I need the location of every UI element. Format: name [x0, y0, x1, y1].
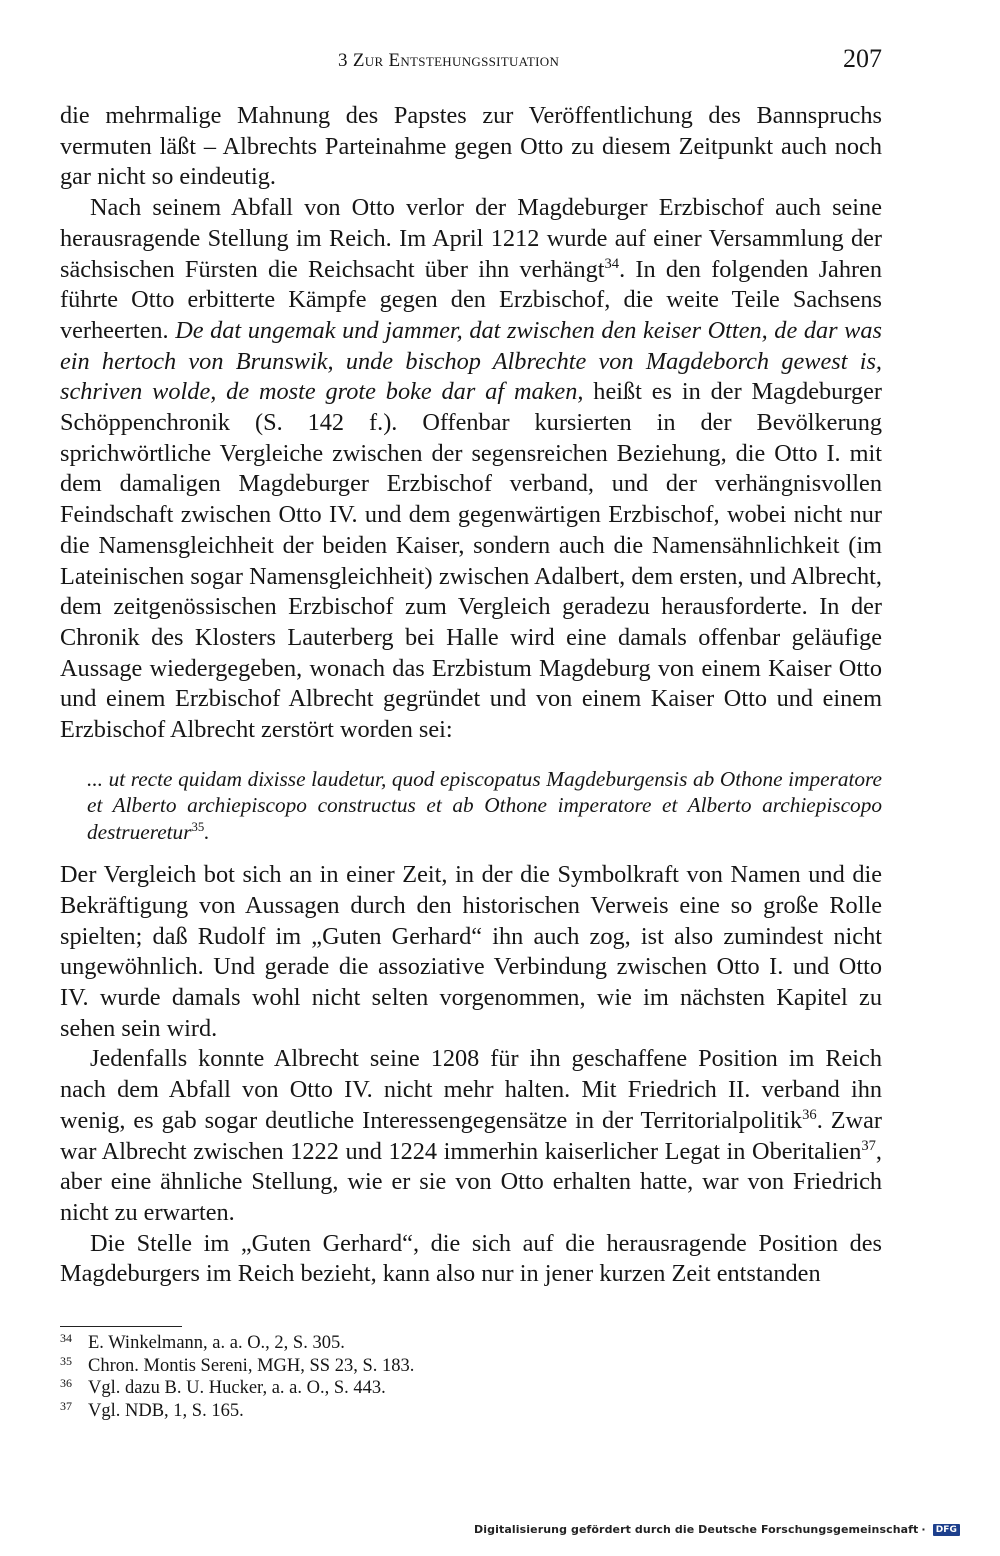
paragraph — [60, 860, 882, 1044]
dfg-logo-icon: DFG — [933, 1524, 960, 1536]
footnote-text: E. Winkelmann, a. a. O., 2, S. 305. — [88, 1333, 345, 1353]
paragraph — [60, 101, 882, 193]
footnote-ref: 35 — [191, 819, 205, 834]
footnote-text: Vgl. dazu B. U. Hucker, a. a. O., S. 443. — [88, 1378, 386, 1399]
paragraph — [60, 193, 882, 746]
running-header — [60, 44, 882, 80]
paragraphs-after-quote — [60, 860, 882, 1290]
footnote-ref: 34 — [604, 255, 620, 272]
text-run: heißt es in der Magdeburger Schöppenchronik (S. 142 f.). Offenbar kursierten in der Bevölkerung sprichwörtliche Vergleiche zwischen der segensreichen Beziehung, die Otto I. mit dem damaligen Magdeburger Erzbischof verband, und der verhängnisvollen Feindschaft zwischen Otto IV. und dem gegenwärtigen Erzbischof, wobei nicht nur die Namensgleichheit der beiden Kaiser, sondern auch die Namensähnlichkeit (im Lateinischen sogar Namensgleichheit) zwischen Adalbert, dem ersten, und Albrecht, dem zeitgenössischen Erzbischof zum Vergleich geradezu herausforderte. In der Chronik des Klosters Lauterberg bei Halle wird eine damals offenbar geläufige Aussage wiedergegeben, wonach das Erzbistum Magdeburg von einem Kaiser Otto und einem Erzbischof Albrecht gegründet und von einem Kaiser Otto und einem Erzbischof Albrecht zerstört worden sei: — [60, 378, 882, 744]
main-text — [60, 101, 882, 1290]
text-run: . In den folgenden Jahren führte Otto erbitterte Kämpfe gegen den Erzbischof, die weite Teile Sachsens verheerten. — [60, 255, 882, 344]
quote-end: . — [204, 819, 210, 844]
footnote — [60, 1332, 820, 1355]
chapter-title: 3 Zur Entstehungssituation — [338, 50, 560, 71]
footnote-number: 36 — [60, 1376, 72, 1391]
block-quote — [87, 766, 882, 846]
footnote-text: Chron. Montis Sereni, MGH, SS 23, S. 183. — [88, 1355, 415, 1376]
text-run: die mehrmalige Mahnung des Papstes zur Veröffentlichung des Bannspruchs vermuten läßt – Albrechts Parteinahme gegen Otto zu diesem Zeitpunkt auch noch gar nicht so eindeutig. — [60, 102, 882, 191]
footnote-number: 34 — [60, 1331, 72, 1345]
digitization-credit: Digitalisierung gefördert durch die Deutsche Forschungsgemeinschaft · DFG — [474, 1523, 960, 1536]
credit-text: Digitalisierung gefördert durch die Deutsche Forschungsgemeinschaft — [474, 1523, 919, 1536]
paragraph — [60, 1044, 882, 1228]
footnote — [60, 1377, 820, 1400]
footnote — [60, 1400, 820, 1423]
text-run: Nach seinem Abfall von Otto verlor der Magdeburger Erzbischof auch seine herausragende Stellung im Reich. Im April 1212 wurde auf einer Versammlung der sächsischen Fürsten die Reichsacht über ihn verhängt — [60, 194, 882, 283]
italic-quotation: De dat ungemak und jammer, dat zwischen den keiser Otten, de dar was ein hertoch von Brunswik, unde bischop Albrechte von Magdeborch gewest is, schriven wolde, de moste grote boke dar af maken, — [60, 316, 882, 406]
page-number: 207 — [843, 44, 882, 73]
footnote-ref: 37 — [861, 1137, 876, 1154]
footnote-separator — [60, 1326, 182, 1327]
text-run: , aber eine ähnliche Stellung, wie er sie von Otto erhalten hatte, war von Friedrich nicht zu erwarten. — [60, 1137, 882, 1226]
footnote-number: 37 — [60, 1398, 72, 1413]
footnote-number: 35 — [60, 1353, 72, 1368]
paragraphs-before-quote — [60, 101, 882, 746]
text-run: . Zwar war Albrecht zwischen 1222 und 1224 immerhin kaiserlicher Legat in Oberitalien — [60, 1106, 882, 1165]
paragraph — [60, 1229, 882, 1290]
text-run: Der Vergleich bot sich an in einer Zeit, in der die Symbolkraft von Namen und die Bekräftigung von Aussagen durch den historischen Verweis eine so große Rolle spielten; daß Rudolf im „Guten Gerhard“ ihn auch zog, ist also zumindest nicht ungewöhnlich. Und gerade die assoziative Verbindung zwischen Otto I. und Otto IV. wurde damals wohl nicht selten vorgenommen, wie im nächsten Kapitel zu sehen sein wird. — [60, 861, 882, 1042]
footnotes — [60, 1332, 820, 1422]
footnote-ref: 36 — [802, 1106, 817, 1123]
footnote — [60, 1355, 820, 1378]
text-run: Jedenfalls konnte Albrecht seine 1208 für ihn geschaffene Position im Reich nach dem Abfall von Otto IV. nicht mehr halten. Mit Friedrich II. verband ihn wenig, es gab sogar deutliche Interessengegensätze in der Territorialpolitik — [60, 1045, 882, 1134]
text-run: Die Stelle im „Guten Gerhard“, die sich auf die herausragende Position des Magdeburgers im Reich bezieht, kann also nur in jener kurzen Zeit entstanden — [60, 1229, 882, 1288]
quote-text: ... ut recte quidam dixisse laudetur, quod episcopatus Magdeburgensis ab Othone imperatore et Alberto archiepiscopo constructus et ab Othone imperatore et Alberto archiepiscopo destrueretur — [87, 766, 882, 844]
footnote-text: Vgl. NDB, 1, S. 165. — [88, 1400, 244, 1421]
